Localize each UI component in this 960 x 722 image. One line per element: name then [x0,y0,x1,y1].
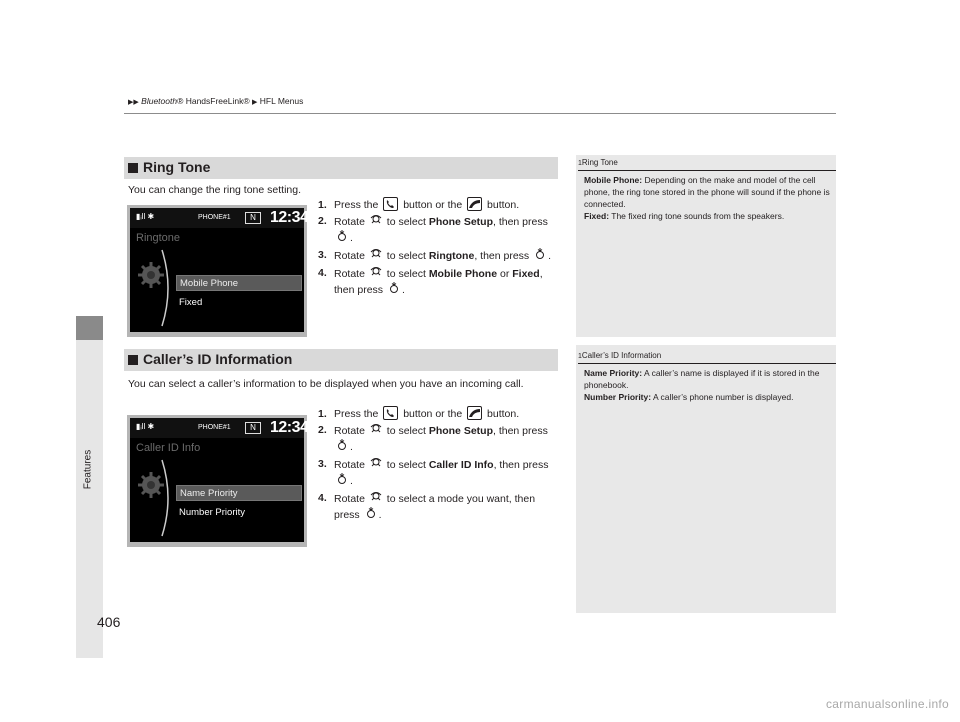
ring-tone-note-body: Mobile Phone: Depending on the make and model of the cell phone, the ring tone stored in the phone will sound if the phone is connected. Fixed: The fixed ring tone sounds from the speakers. [584,175,830,221]
sidebar-section-label: Features [82,449,94,490]
header-divider [124,113,836,114]
selector-knob-icon [370,214,382,230]
clock: 12:34 [270,209,309,226]
watermark: carmanualsonline.info [826,697,950,711]
mode-indicator: N [245,212,261,224]
caller-id-note-body: Name Priority: A caller’s name is displayed if it is stored in the phonebook. Number Priority: A caller’s phone number is displayed. [584,368,820,402]
caller-id-heading-bar [124,349,558,371]
screen-title: Caller ID Info [136,442,201,454]
ring-tone-intro: You can change the ring tone setting. [128,184,301,196]
breadcrumb-arrow-icon: ▶▶ [128,99,139,106]
phone-button-icon [383,197,398,211]
clock: 12:34 [270,419,309,436]
press-knob-icon [336,439,348,455]
step-4: 4. Rotate to select Mobile Phone or Fixed, then press . [318,266,558,298]
selector-knob-icon [370,457,382,473]
ring-tone-screen [127,205,307,337]
mode-indicator: N [245,422,261,434]
step-2: 2. Rotate to select Phone Setup, then press . [318,423,558,455]
breadcrumb-part-2[interactable]: ® HandsFreeLink® [177,96,250,106]
ring-tone-heading: Ring Tone [143,159,211,175]
signal-bluetooth-icon: ▮ᵢll ✱ [136,212,155,221]
press-knob-icon [534,248,546,264]
note-marker-icon: 1 [578,160,582,167]
breadcrumb [128,96,303,106]
breadcrumb-part-1[interactable]: Bluetooth [141,96,178,106]
note-divider [578,170,836,171]
status-bar [130,208,309,228]
option-mobile-phone[interactable]: Mobile Phone [176,275,302,291]
breadcrumb-arrow-icon: ▶ [251,99,258,106]
dial-arc-icon [160,458,174,538]
sidebar-active-tab [76,316,103,340]
ring-tone-steps [318,198,558,300]
phone-label: PHONE#1 [198,214,231,221]
caller-id-screen [127,415,307,547]
note-divider [578,363,836,364]
selector-knob-icon [370,423,382,439]
ring-tone-heading-bar [124,157,558,179]
option-name-priority[interactable]: Name Priority [176,485,302,501]
breadcrumb-part-3[interactable]: HFL Menus [259,96,304,106]
caller-id-heading: Caller’s ID Information [143,351,293,367]
press-knob-icon [336,473,348,489]
note-marker-icon: 1 [578,353,582,360]
signal-bluetooth-icon: ▮ᵢll ✱ [136,422,155,431]
step-2: 2. Rotate to select Phone Setup, then press . [318,214,558,246]
step-4: 4. Rotate to select a mode you want, then press . [318,491,558,523]
screen-title: Ringtone [136,232,181,244]
status-bar [130,418,309,438]
pickup-button-icon [467,197,482,211]
selector-knob-icon [370,266,382,282]
caller-id-note-head: 1Caller’s ID Information [578,351,662,360]
caller-id-intro: You can select a caller’s information to be displayed when you have an incoming call. [128,378,524,390]
step-3: 3. Rotate to select Ringtone, then press . [318,248,558,264]
ring-tone-note-head: 1Ring Tone [578,158,618,167]
dial-arc-icon [160,248,174,328]
selector-knob-icon [370,491,382,507]
step-3: 3. Rotate to select Caller ID Info, then press . [318,457,558,489]
page-number: 406 [97,614,121,630]
phone-button-icon [383,406,398,420]
option-fixed[interactable]: Fixed [179,297,203,308]
press-knob-icon [388,282,400,298]
phone-label: PHONE#1 [198,424,231,431]
selector-knob-icon [370,248,382,264]
caller-id-steps [318,407,558,525]
step-1: 1. Press the button or the button. [318,199,520,211]
pickup-button-icon [467,406,482,420]
press-knob-icon [336,230,348,246]
heading-square-icon [128,163,138,173]
heading-square-icon [128,355,138,365]
step-1: 1. Press the button or the button. [318,408,520,420]
option-number-priority[interactable]: Number Priority [179,507,245,518]
press-knob-icon [365,507,377,523]
